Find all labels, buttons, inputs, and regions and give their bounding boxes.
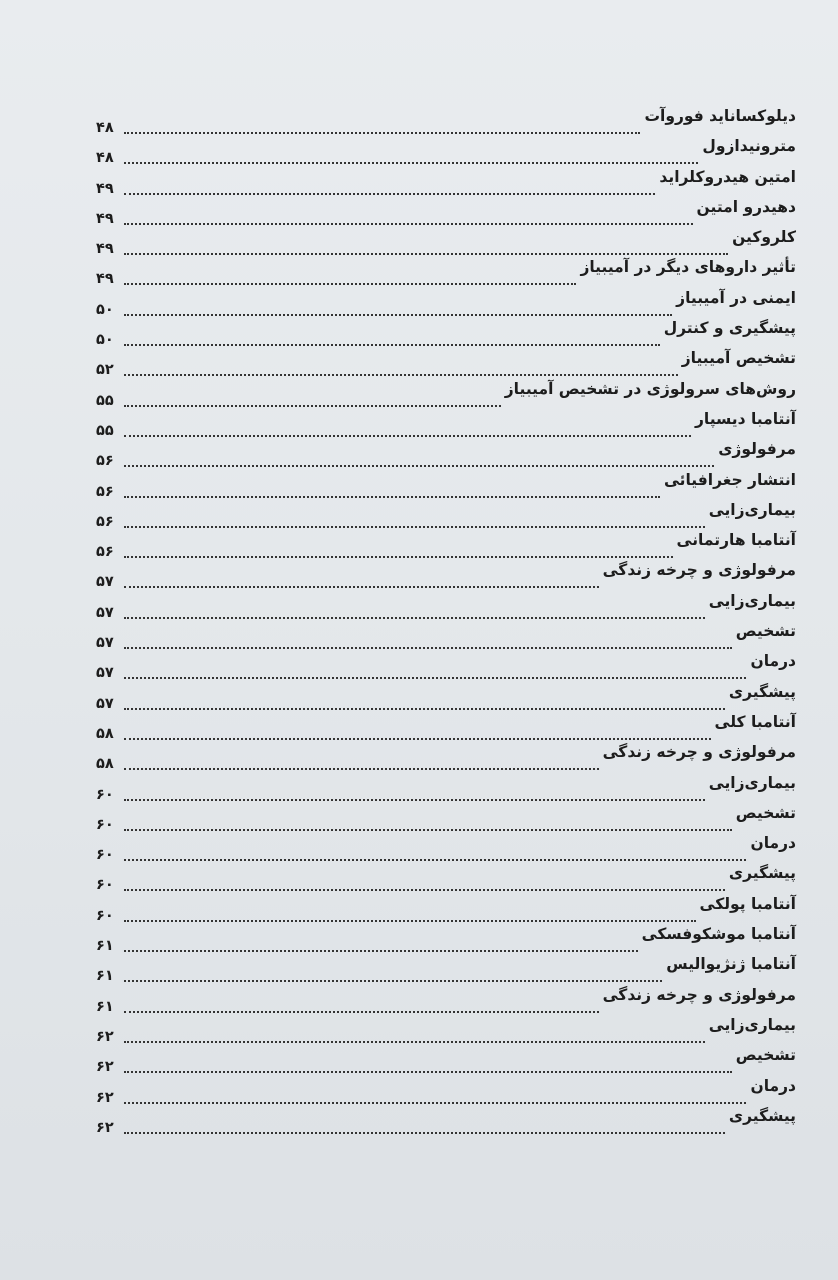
toc-entry [96,408,796,438]
toc-entry-page-number: ۴۹ [96,210,114,227]
toc-entry-title: پیشگیری [728,864,796,883]
toc-leader-dots [124,889,725,891]
toc-entry [96,590,796,620]
toc-entry-title: دیلوکساناید فوروآت [644,107,796,125]
toc-entry [96,287,796,317]
toc-entry-title: ایمنی در آمیبیاز [676,288,796,307]
table-of-contents [96,105,796,1135]
toc-leader-dots [124,1041,705,1043]
toc-entry [96,499,796,529]
toc-leader-dots [124,738,711,740]
toc-entry-page-number: ۶۲ [96,1089,114,1106]
toc-entry [96,226,796,256]
toc-entry [96,893,796,923]
toc-entry [96,650,796,680]
toc-entry-page-number: ۴۹ [96,241,114,258]
toc-entry-page-number: ۵۸ [96,756,114,773]
toc-leader-dots [124,556,673,558]
toc-entry-title: دهیدرو امتین [696,197,796,216]
toc-entry-page-number: ۵۷ [96,695,114,712]
toc-entry-title: درمان [750,652,796,671]
toc-entry-page-number: ۶۰ [96,816,114,833]
toc-leader-dots [124,405,501,407]
toc-leader-dots [124,859,746,861]
toc-entry [96,832,796,862]
toc-entry-page-number: ۴۹ [96,271,114,288]
toc-entry-page-number: ۴۸ [96,150,114,167]
toc-entry [96,317,796,347]
toc-entry-title: بیماری‌زایی [708,773,796,792]
toc-entry-page-number: ۵۰ [96,301,114,318]
toc-entry-page-number: ۵۷ [96,574,114,591]
toc-entry [96,166,796,196]
toc-entry-page-number: ۶۱ [96,998,114,1015]
toc-entry-page-number: ۶۲ [96,1059,114,1076]
toc-entry-page-number: ۶۰ [96,907,114,924]
toc-entry-page-number: ۵۵ [96,422,114,439]
toc-leader-dots [124,617,705,619]
toc-leader-dots [124,253,728,255]
toc-entry [96,711,796,741]
toc-entry [96,984,796,1014]
toc-entry-page-number: ۵۰ [96,332,114,349]
toc-entry-page-number: ۵۷ [96,604,114,621]
toc-entry-title: تشخیص [735,1046,796,1065]
toc-entry-title: آنتامبا کلی [714,712,796,731]
toc-entry-page-number: ۶۰ [96,847,114,864]
toc-entry-title: بیماری‌زایی [708,500,796,519]
toc-leader-dots [124,496,660,498]
toc-entry [96,469,796,499]
toc-entry [96,772,796,802]
toc-leader-dots [124,435,691,437]
toc-entry [96,378,796,408]
toc-entry-title: آنتامبا پولکی [699,894,796,913]
toc-leader-dots [124,314,672,316]
toc-entry [96,135,796,165]
toc-entry [96,529,796,559]
toc-leader-dots [124,465,714,467]
toc-leader-dots [124,162,698,164]
toc-entry-title: آنتامبا هارتمانی [676,531,796,550]
toc-entry-title: کلروکین [732,228,796,247]
toc-leader-dots [124,647,732,649]
toc-entry [96,1105,796,1135]
toc-entry-page-number: ۴۹ [96,180,114,197]
toc-leader-dots [124,1071,732,1073]
toc-leader-dots [124,677,746,679]
toc-entry-page-number: ۵۲ [96,362,114,379]
toc-entry [96,681,796,711]
toc-leader-dots [124,768,599,770]
toc-entry-title: بیماری‌زایی [708,1015,796,1034]
toc-entry-page-number: ۶۲ [96,1028,114,1045]
toc-entry-page-number: ۵۶ [96,544,114,561]
toc-leader-dots [124,374,678,376]
toc-entry-page-number: ۶۰ [96,786,114,803]
toc-entry-title: مرفولوژی و چرخه زندگی [602,985,796,1004]
toc-leader-dots [124,1011,599,1013]
toc-entry-title: درمان [750,834,796,853]
toc-entry-title: پیشگیری و کنترل [663,319,796,338]
toc-entry-title: مرفولوژی [718,440,796,459]
toc-entry [96,559,796,589]
toc-entry [96,438,796,468]
toc-entry [96,347,796,377]
toc-entry [96,620,796,650]
toc-entry [96,105,796,135]
toc-leader-dots [124,950,638,952]
toc-leader-dots [124,799,705,801]
toc-entry [96,923,796,953]
toc-entry-title: آنتامبا ژنژیوالیس [666,955,796,974]
toc-entry-title: پیشگیری [728,682,796,701]
toc-entry-title: تشخیص آمیبیاز [681,349,796,368]
toc-leader-dots [124,223,693,225]
toc-leader-dots [124,708,725,710]
toc-entry-page-number: ۵۶ [96,513,114,530]
toc-entry-page-number: ۶۰ [96,877,114,894]
toc-entry-title: روش‌های سرولوژی در تشخیص آمیبیاز [504,379,796,398]
toc-leader-dots [124,344,660,346]
toc-entry-title: مرفولوژی و چرخه زندگی [602,743,796,762]
toc-entry-title: انتشار جغرافیائی [663,470,796,489]
toc-entry-title: آنتامبا دیسپار [694,409,796,428]
toc-leader-dots [124,1102,746,1104]
toc-entry-title: بیماری‌زایی [708,591,796,610]
toc-entry-page-number: ۵۵ [96,392,114,409]
toc-entry-title: درمان [750,1076,796,1095]
toc-entry-title: پیشگیری [728,1106,796,1125]
toc-entry [96,1014,796,1044]
toc-entry-page-number: ۴۸ [96,120,114,136]
toc-entry-title: امتین هیدروکلراید [659,167,796,186]
toc-leader-dots [124,980,662,982]
toc-entry-title: مترونیدازول [702,137,796,156]
toc-entry-page-number: ۵۸ [96,725,114,742]
toc-entry-title: تشخیص [735,622,796,641]
toc-entry-page-number: ۵۶ [96,453,114,470]
toc-entry-title: مرفولوژی و چرخه زندگی [602,561,796,580]
toc-entry [96,802,796,832]
toc-leader-dots [124,920,696,922]
toc-leader-dots [124,283,576,285]
toc-entry-title: آنتامبا موشکوفسکی [641,925,796,944]
toc-leader-dots [124,586,599,588]
toc-leader-dots [124,1132,725,1134]
toc-leader-dots [124,829,732,831]
toc-entry [96,196,796,226]
toc-entry-page-number: ۶۲ [96,1119,114,1136]
toc-entry [96,741,796,771]
toc-entry-page-number: ۵۷ [96,635,114,652]
toc-entry-page-number: ۶۱ [96,968,114,985]
toc-entry [96,862,796,892]
toc-leader-dots [124,193,655,195]
toc-entry [96,256,796,286]
toc-entry-page-number: ۵۶ [96,483,114,500]
toc-entry-page-number: ۵۷ [96,665,114,682]
toc-leader-dots [124,526,705,528]
toc-entry [96,1075,796,1105]
toc-entry-title: تشخیص [735,803,796,822]
toc-entry [96,1044,796,1074]
toc-entry-page-number: ۶۱ [96,938,114,955]
toc-entry-title: تأثیر داروهای دیگر در آمیبیاز [580,258,796,277]
toc-leader-dots [124,132,640,134]
toc-entry [96,953,796,983]
